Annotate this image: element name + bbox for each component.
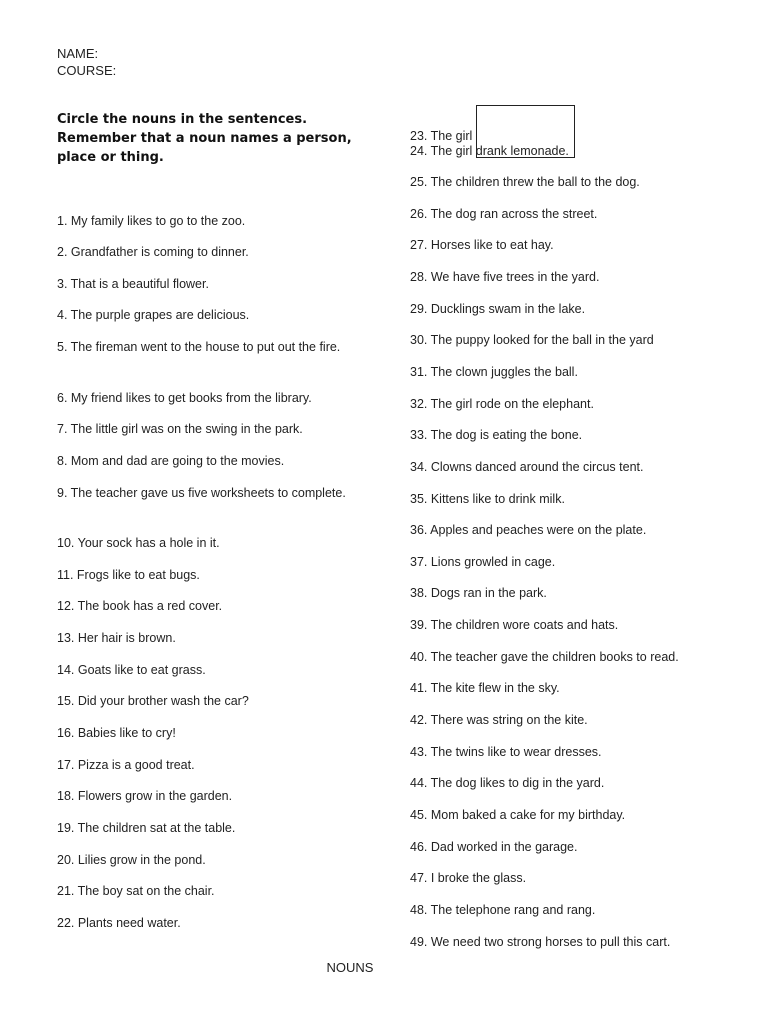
sentence-item: 2. Grandfather is coming to dinner. bbox=[57, 245, 249, 259]
sentence-item: 45. Mom baked a cake for my birthday. bbox=[410, 808, 626, 822]
sentence-item: 31. The clown juggles the ball. bbox=[410, 365, 578, 379]
sentence-item: 42. There was string on the kite. bbox=[410, 713, 588, 727]
sentence-item: 33. The dog is eating the bone. bbox=[410, 428, 583, 442]
sentence-item: 44. The dog likes to dig in the yard. bbox=[410, 776, 605, 790]
sentence-item: 13. Her hair is brown. bbox=[57, 631, 176, 645]
sentence-item: 41. The kite flew in the sky. bbox=[410, 681, 560, 695]
sentence-item: 21. The boy sat on the chair. bbox=[57, 884, 215, 898]
sentence-item: 20. Lilies grow in the pond. bbox=[57, 853, 206, 867]
sentence-item: 26. The dog ran across the street. bbox=[410, 207, 598, 221]
sentence-item: 7. The little girl was on the swing in the park. bbox=[57, 422, 303, 436]
sentence-item: 27. Horses like to eat hay. bbox=[410, 238, 554, 252]
sentence-item: 40. The teacher gave the children books to read. bbox=[410, 650, 679, 664]
sentence-item: 34. Clowns danced around the circus tent. bbox=[410, 460, 644, 474]
sentence-text: 23. The girl bbox=[410, 128, 473, 143]
sentence-item: 17. Pizza is a good treat. bbox=[57, 758, 195, 772]
sentence-item: 28. We have five trees in the yard. bbox=[410, 270, 600, 284]
sentence-item: 15. Did your brother wash the car? bbox=[57, 694, 249, 708]
sentence-item: 49. We need two strong horses to pull this cart. bbox=[410, 935, 671, 949]
sentence-item: 47. I broke the glass. bbox=[410, 871, 527, 885]
sentence-item: 43. The twins like to wear dresses. bbox=[410, 745, 602, 759]
sentence-item: 46. Dad worked in the garage. bbox=[410, 840, 578, 854]
sentence-item: 18. Flowers grow in the garden. bbox=[57, 789, 233, 803]
sentence-item: 1. My family likes to go to the zoo. bbox=[57, 214, 246, 228]
sentence-item: 11. Frogs like to eat bugs. bbox=[57, 568, 200, 582]
sentence-item: 8. Mom and dad are going to the movies. bbox=[57, 454, 285, 468]
sentence-item: 24. The girl drank lemonade. bbox=[410, 144, 569, 158]
sentence-item: 19. The children sat at the table. bbox=[57, 821, 236, 835]
sentence-item: 29. Ducklings swam in the lake. bbox=[410, 302, 586, 316]
instructions: Circle the nouns in the sentences. Remember that a noun names a person, place or thing. bbox=[57, 112, 352, 165]
sentence-item: 4. The purple grapes are delicious. bbox=[57, 308, 250, 322]
sentence-item: 16. Babies like to cry! bbox=[57, 726, 176, 740]
sentence-item: 14. Goats like to eat grass. bbox=[57, 663, 206, 677]
sentence-item: 5. The fireman went to the house to put out the fire. bbox=[57, 340, 341, 354]
sentence-item: 48. The telephone rang and rang. bbox=[410, 903, 596, 917]
course-label: COURSE: bbox=[57, 63, 117, 78]
sentence-item: 10. Your sock has a hole in it. bbox=[57, 536, 220, 550]
sentence-item: 3. That is a beautiful flower. bbox=[57, 277, 209, 291]
sentence-item: 39. The children wore coats and hats. bbox=[410, 618, 619, 632]
sentence-item: 35. Kittens like to drink milk. bbox=[410, 492, 565, 506]
sentence-item: 6. My friend likes to get books from the library. bbox=[57, 391, 312, 405]
sentence-item: 22. Plants need water. bbox=[57, 916, 181, 930]
sentence-item: 36. Apples and peaches were on the plate. bbox=[410, 523, 647, 537]
sentence-item: 12. The book has a red cover. bbox=[57, 599, 223, 613]
sentence-item: 32. The girl rode on the elephant. bbox=[410, 397, 594, 411]
sentence-item: 25. The children threw the ball to the dog. bbox=[410, 175, 640, 189]
page-footer: NOUNS bbox=[326, 960, 374, 975]
sentence-item: 38. Dogs ran in the park. bbox=[410, 586, 547, 600]
sentence-item: 9. The teacher gave us five worksheets to complete. bbox=[57, 486, 346, 500]
sentence-item: 37. Lions growled in cage. bbox=[410, 555, 556, 569]
name-label: NAME: bbox=[57, 46, 99, 61]
sentence-item: 30. The puppy looked for the ball in the yard bbox=[410, 333, 654, 347]
